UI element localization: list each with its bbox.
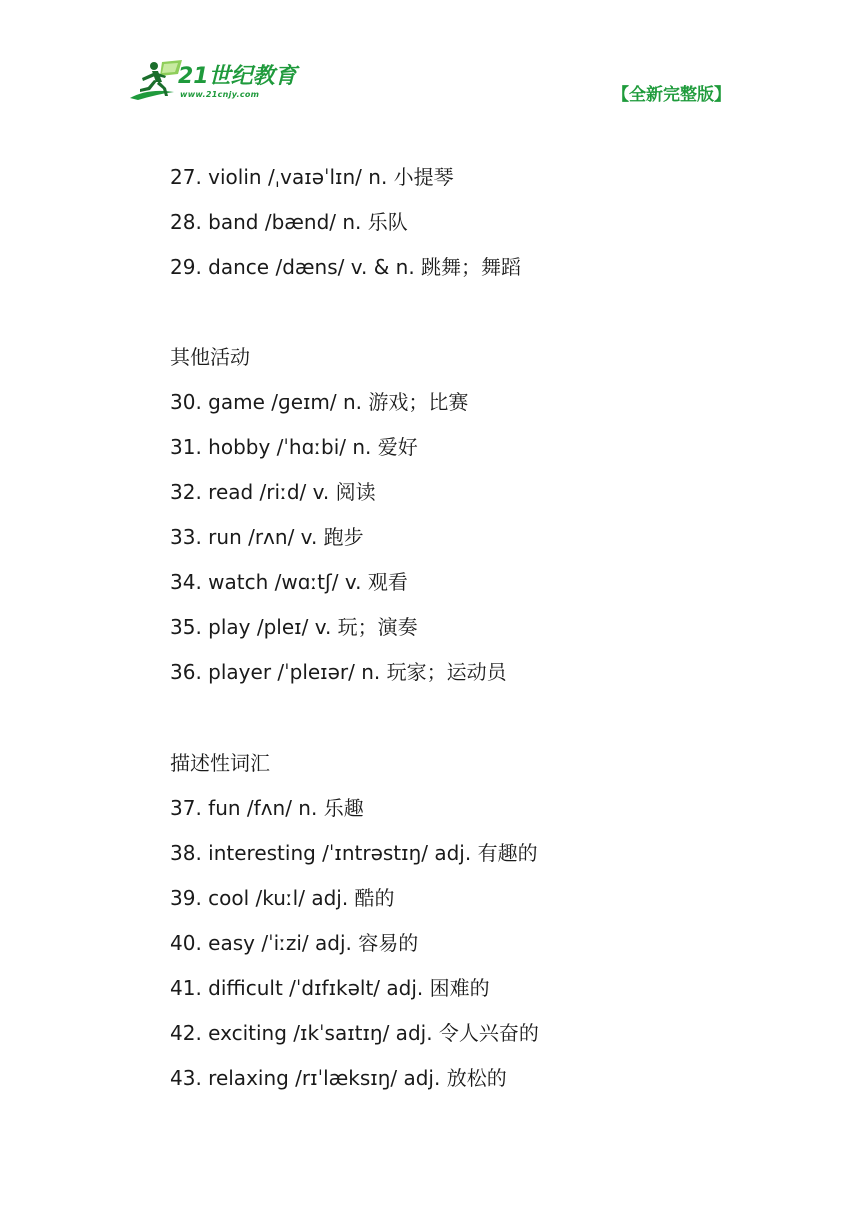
vocab-item: 31. hobby /ˈhɑːbi/ n. 爱好 [170,435,418,459]
vocab-item: 30. game /ɡeɪm/ n. 游戏；比赛 [170,390,469,414]
page-header [0,0,860,120]
vocab-item: 37. fun /fʌn/ n. 乐趣 [170,796,364,820]
section-heading-descriptive: 描述性词汇 [170,751,270,775]
vocab-item: 27. violin /ˌvaɪəˈlɪn/ n. 小提琴 [170,165,454,189]
vocab-item: 39. cool /kuːl/ adj. 酷的 [170,886,395,910]
section-heading-other: 其他活动 [170,345,250,369]
brand-logo [128,58,298,104]
vocab-item: 32. read /riːd/ v. 阅读 [170,480,376,504]
vocab-item: 34. watch /wɑːtʃ/ v. 观看 [170,570,408,594]
vocab-item: 36. player /ˈpleɪər/ n. 玩家；运动员 [170,660,507,684]
vocab-item: 28. band /bænd/ n. 乐队 [170,210,408,234]
logo-url: www.21cnjy.com [180,90,260,99]
vocab-item: 29. dance /dæns/ v. & n. 跳舞；舞蹈 [170,255,522,279]
vocab-item: 40. easy /ˈiːzi/ adj. 容易的 [170,931,419,955]
vocab-item: 35. play /pleɪ/ v. 玩；演奏 [170,615,418,639]
edition-badge: 【全新完整版】 [612,85,731,105]
vocab-item: 43. relaxing /rɪˈlæksɪŋ/ adj. 放松的 [170,1066,507,1090]
vocab-item: 42. exciting /ɪkˈsaɪtɪŋ/ adj. 令人兴奋的 [170,1021,539,1045]
logo-wordmark: 21世纪教育 [178,64,297,89]
vocab-item: 38. interesting /ˈɪntrəstɪŋ/ adj. 有趣的 [170,841,538,865]
vocab-item: 41. difficult /ˈdɪfɪkəlt/ adj. 困难的 [170,976,490,1000]
vocab-item: 33. run /rʌn/ v. 跑步 [170,525,364,549]
